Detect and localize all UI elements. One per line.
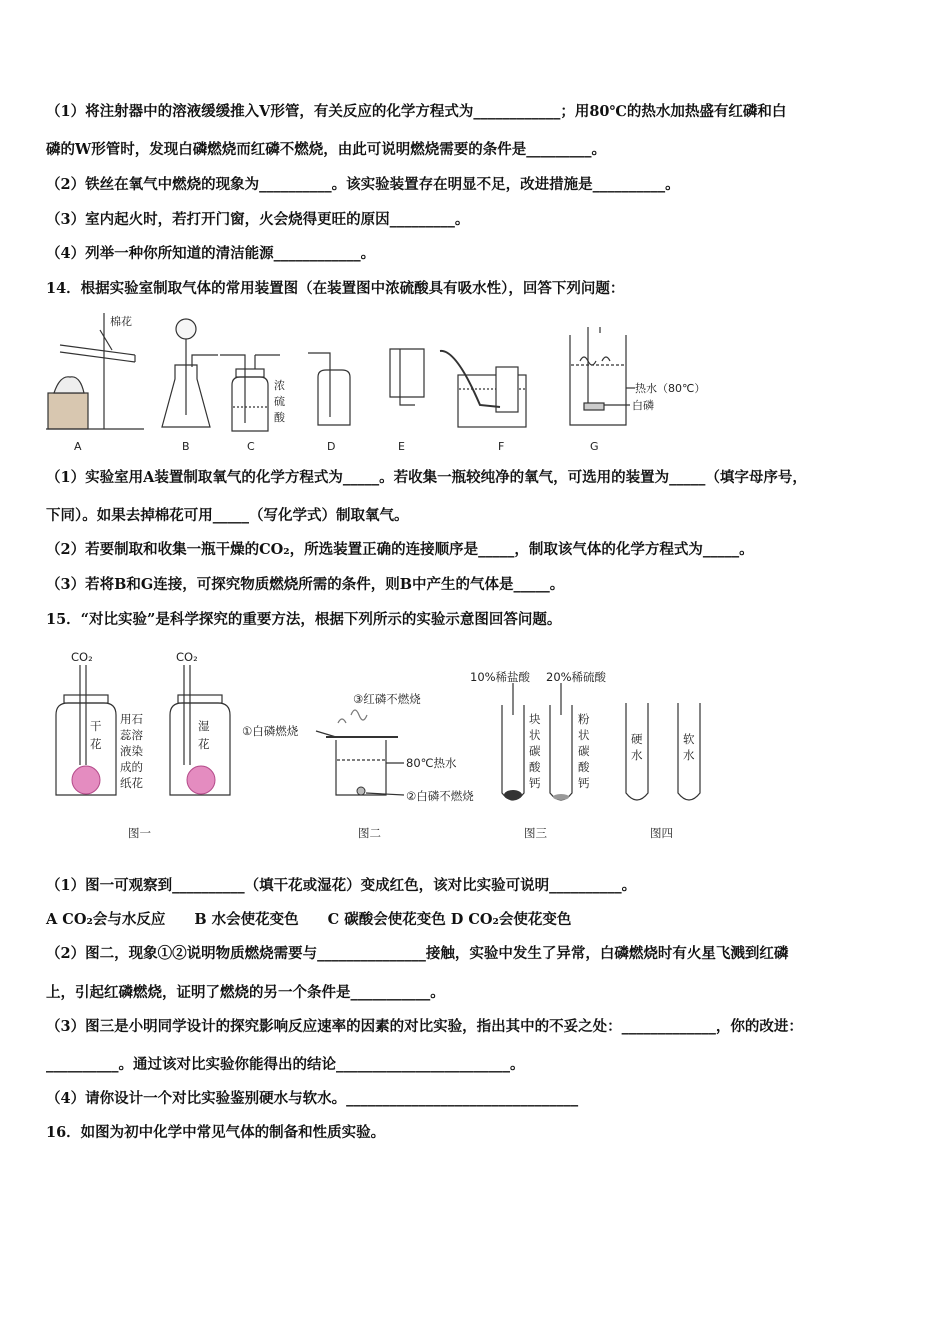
wet-char-2: 花 — [198, 737, 210, 751]
q15-part3-line2: __________。通过该对比实验你能得出的结论________________________。 — [46, 1056, 525, 1073]
caption-fig2: 图二 — [358, 826, 381, 840]
wood-block — [48, 393, 88, 429]
dry-char-2: 花 — [90, 737, 102, 751]
q14-part3: （3）若将B和G连接，可探究物质燃烧所需的条件，则B中产生的气体是_____。 — [46, 576, 565, 593]
acid-char-3: 酸 — [274, 411, 285, 424]
acid-char-1: 浓 — [274, 379, 285, 392]
litmus-4: 成的 — [120, 760, 143, 774]
q14-part1-line2: 下同）。如果去掉棉花可用_____（写化学式）制取氧气。 — [46, 507, 409, 524]
letter-f: F — [498, 440, 505, 453]
q13-part1-line2: 磷的W形管时，发现白磷燃烧而红磷不燃烧，由此可说明燃烧需要的条件是_________。 — [46, 141, 607, 158]
hot-water-label: 热水（80℃） — [635, 382, 706, 395]
q13-part4: （4）列举一种你所知道的清洁能源____________。 — [46, 245, 376, 262]
powder-3: 碳 — [578, 744, 590, 758]
fig2-white-burns: ①白磷燃烧 — [242, 724, 299, 738]
q13-part1-line1: （1）将注射器中的溶液缓缓推入V形管，有关反应的化学方程式为____________；用80℃的热水加热盛有红磷和白 — [46, 103, 787, 120]
soft-water-2: 水 — [683, 748, 695, 762]
co2-label-2: CO₂ — [176, 650, 198, 664]
letter-a: A — [74, 440, 82, 453]
q14-part1-line1: （1）实验室用A装置制取氧气的化学方程式为_____。若收集一瓶较纯净的氧气，可选用的装置为_____（填字母序号， — [46, 469, 807, 486]
q15-part1: （1）图一可观察到__________（填干花或湿花）变成红色，该对比实验可说明__________。 — [46, 877, 637, 894]
lump-2: 状 — [529, 728, 541, 742]
litmus-5: 纸花 — [120, 776, 143, 790]
lump-1: 块 — [529, 712, 541, 726]
co2-label-1: CO₂ — [71, 650, 93, 664]
fig2-hot-water: 80℃热水 — [406, 756, 457, 770]
white-phosphorus-label: 白磷 — [632, 399, 654, 412]
q14-apparatus-figure — [40, 305, 740, 460]
q15-experiment-figure — [46, 645, 736, 850]
litmus-2: 蕊溶 — [120, 728, 143, 742]
q15-part2-line2: 上，引起红磷燃烧，证明了燃烧的另一个条件是___________。 — [46, 984, 445, 1001]
hard-water-1: 硬 — [631, 732, 643, 746]
letter-c: C — [247, 440, 255, 453]
lump-3: 碳 — [529, 744, 541, 758]
q15-part3-line1: （3）图三是小明同学设计的探究影响反应速率的因素的对比实验，指出其中的不妥之处：_____________，你的改进： — [46, 1018, 803, 1035]
lump-5: 钙 — [529, 776, 541, 790]
hard-water-2: 水 — [631, 748, 643, 762]
caption-fig4: 图四 — [650, 826, 673, 840]
caption-fig3: 图三 — [524, 826, 547, 840]
powder-5: 钙 — [578, 776, 590, 790]
q15-options: A CO₂会与水反应 B 水会使花变色 C 碳酸会使花变色 D CO₂会使花变色 — [46, 911, 572, 928]
caption-fig1: 图一 — [128, 826, 151, 840]
fig3-h2so4-label: 20%稀硫酸 — [546, 670, 607, 684]
q13-part3: （3）室内起火时，若打开门窗，火会烧得更旺的原因_________。 — [46, 211, 470, 228]
letter-g: G — [590, 440, 599, 453]
acid-char-2: 硫 — [274, 395, 285, 408]
letter-e: E — [398, 440, 405, 453]
soft-water-1: 软 — [683, 732, 695, 746]
powder-2: 状 — [578, 728, 590, 742]
litmus-1: 用石 — [120, 712, 143, 726]
q13-part2: （2）铁丝在氧气中燃烧的现象为__________。该实验装置存在明显不足，改进措施是__________。 — [46, 176, 680, 193]
wet-char-1: 湿 — [198, 719, 210, 733]
letter-b: B — [182, 440, 190, 453]
q14-stem: 14．根据实验室制取气体的常用装置图（在装置图中浓硫酸具有吸水性），回答下列问题： — [46, 280, 625, 297]
fig2-red-not-burn: ③红磷不燃烧 — [353, 692, 421, 706]
cotton-label: 棉花 — [110, 315, 132, 328]
dry-char-1: 干 — [90, 719, 102, 733]
fig2-white-not-burn: ②白磷不燃烧 — [406, 789, 474, 803]
q14-part2: （2）若要制取和收集一瓶干燥的CO₂，所选装置正确的连接顺序是_____，制取该气体的化学方程式为_____。 — [46, 541, 754, 558]
fig3-hcl-label: 10%稀盐酸 — [470, 670, 531, 684]
q16-stem: 16．如图为初中化学中常见气体的制备和性质实验。 — [46, 1124, 386, 1141]
litmus-3: 液染 — [120, 744, 143, 758]
lump-4: 酸 — [529, 760, 541, 774]
powder-4: 酸 — [578, 760, 590, 774]
powder-1: 粉 — [578, 712, 590, 726]
q15-stem: 15．“对比实验”是科学探究的重要方法，根据下列所示的实验示意图回答问题。 — [46, 611, 562, 628]
q15-part2-line1: （2）图二，现象①②说明物质燃烧需要与_______________接触，实验中发生了异常，白磷燃烧时有火星飞溅到红磷 — [46, 945, 789, 962]
letter-d: D — [327, 440, 336, 453]
q15-part4: （4）请你设计一个对比实验鉴别硬水与软水。________________________________ — [46, 1090, 579, 1107]
